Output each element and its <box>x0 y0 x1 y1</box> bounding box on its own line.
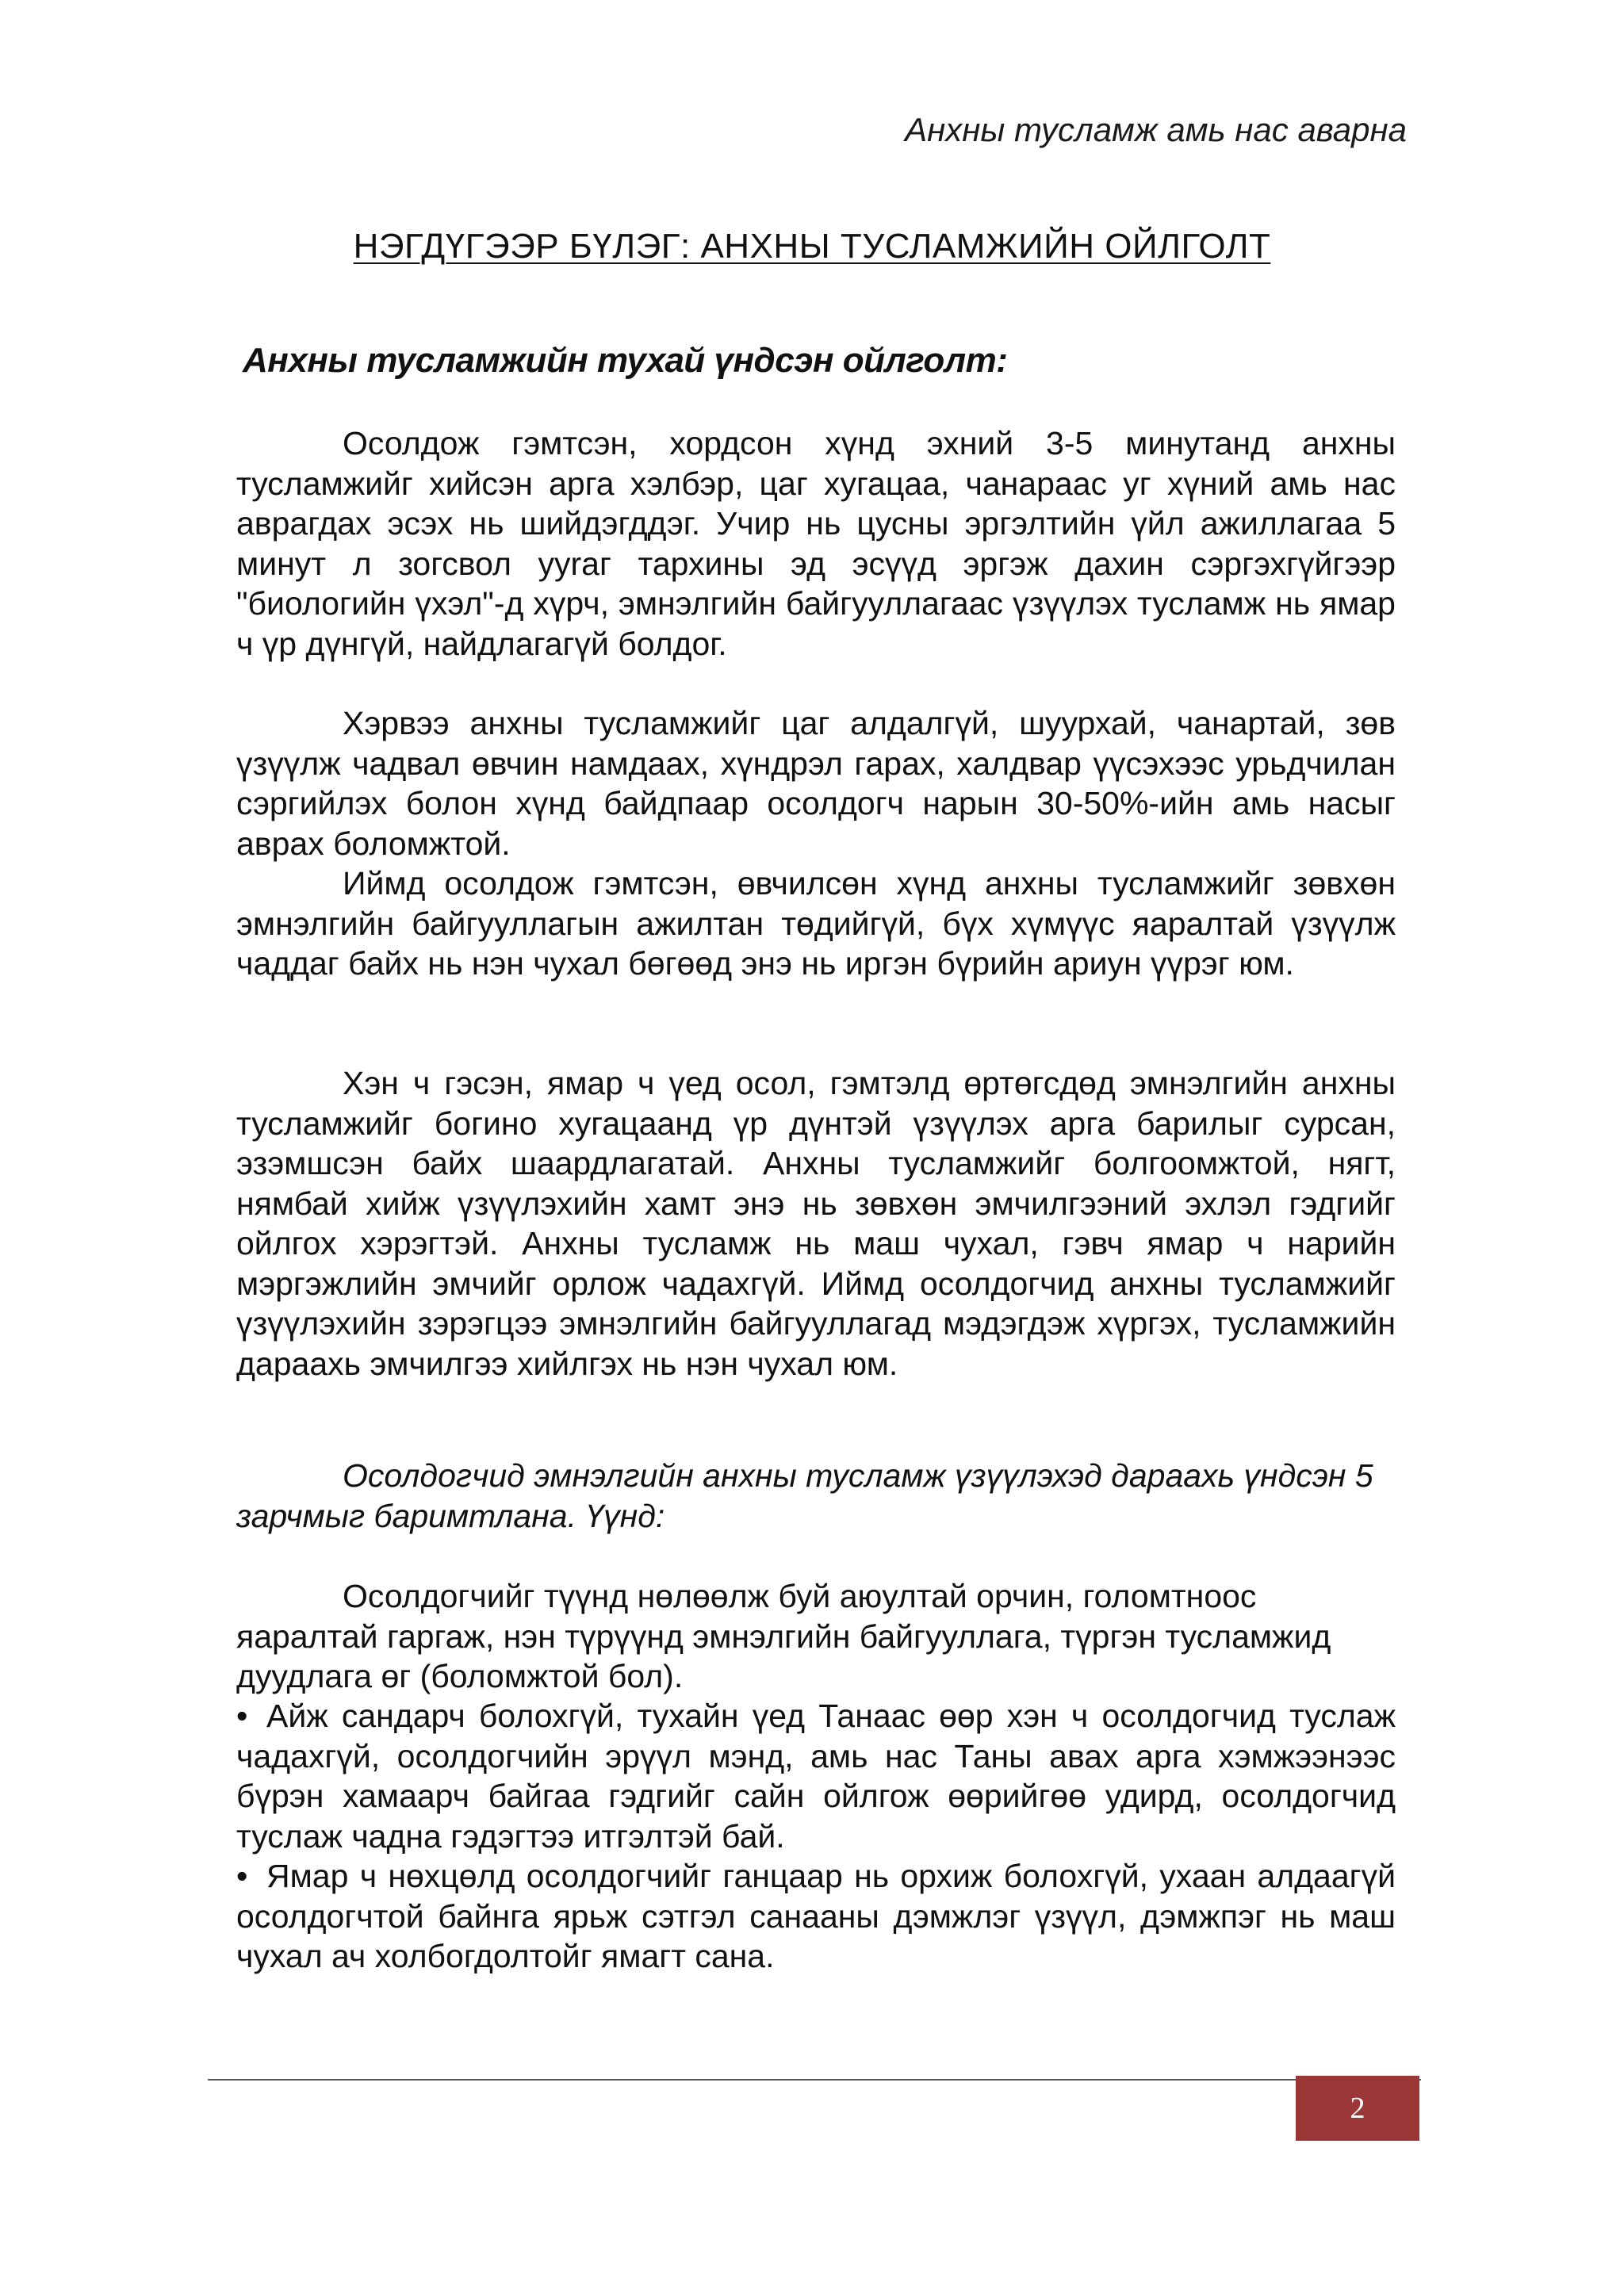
paragraph-everyone-duty: Иймд осолдож гэмтсэн, өвчилсөн хүнд анхны тусламжийг зөвхөн эмнэлгийн байгууллагын ажилтан төдийгүй, бүх хүмүүс яаралтай үзүүлж чаддаг байх нь нэн чухал бөгөөд энэ нь иргэн бүрийн ариун үүрэг юм. <box>236 865 1396 982</box>
list-item <box>236 1696 1396 1856</box>
footer-divider <box>208 2079 1421 2081</box>
paragraph-skills: Хэн ч гэсэн, ямар ч үед осол, гэмтэлд өртөгсдөд эмнэлгийн анхны тусламжийг богино хугацаанд үр дүнтэй үзүүлэх арга барилыг сурсан, эзэмшсэн байх шаардлагатай. Анхны тусламжийг болгоомжтой, нягт, нямбай хийж үзүүлэхийн хамт энэ нь зөвхөн эмчилгээний эхлэл гэдгийг ойлгох хэрэгтэй. Анхны тусламж нь маш чухал, гэвч ямар ч нарийн мэргэжлийн эмчийг орлож чадахгүй. Иймд осолдогчид анхны тусламжийг үзүүлэхийн зэрэгцээ эмнэлгийн байгууллагад мэдэгдэж хүргэх, тусламжийн дараахь эмчилгээ хийлгэх нь нэн чухал юм. <box>236 1065 1396 1382</box>
paragraph-principle-remove: Осолдогчийг түүнд нөлөөлж буй аюултай орчин, голомтноос яаралтай гаргаж, нэн түрүүнд эмнэлгийн байгууллага, түргэн тусламжид дуудлага өг (боломжтой бол). <box>236 1578 1331 1694</box>
paragraph-principles-intro: Осолдогчид эмнэлгийн анхны тусламж үзүүлэхэд дараахь үндсэн 5 зарчмыг баримтлана. Үүнд: <box>236 1457 1373 1534</box>
bullet-icon: • <box>236 1858 248 1894</box>
chapter-title: НЭГДҮГЭЭР БҮЛЭГ: АНХНЫ ТУСЛАМЖИЙН ОЙЛГОЛТ <box>353 227 1271 266</box>
section-heading: Анхны тусламжийн тухай үндсэн ойлголт: <box>243 341 1008 380</box>
paragraph-intro: Осолдож гэмтсэн, хордсон хүнд эхний 3-5 минутанд анхны тусламжийг хийсэн арга хэлбэр, цаг хугацаа, чанараас уг хүний амь нас аврагдах эсэх нь шийдэгддэг. Учир нь цусны эргэлтийн үйл ажиллагаа 5 минут л зогсвол ууraг тархины эд эсүүд эргэж дахин сэргэхгүйгээр "биологийн үхэл"-д хүрч, эмнэлгийн байгууллагаас үзүүлэх тусламж нь ямар ч үр дүнгүй, найдлагагүй болдог. <box>236 425 1396 662</box>
bullet-text: Ямар ч нөхцөлд осолдогчийг ганцаар нь орхиж болохгүй, ухаан алдаагүй осолдогчтой байнга ярьж сэтгэл санааны дэмжлэг үзүүл, дэмжпэг нь маш чухал ач холбогдолтойг ямагт сана. <box>236 1858 1396 1974</box>
running-header: Анхны тусламж амь нас аварна <box>905 111 1407 148</box>
page-number: 2 <box>1296 2076 1419 2141</box>
bullet-text: Айж сандарч болохгүй, тухайн үед Танаас өөр хэн ч осолдогчид туслаж чадахгүй, осолдогчийн эрүүл мэнд, амь нас Таны авах арга хэмжээнээс бүрэн хамаарч байгаа гэдгийг сайн ойлгож өөрийгөө удирд, осолдогчид туслаж чадна гэдэгтээ итгэлтэй бай. <box>236 1698 1396 1855</box>
list-item <box>236 1856 1396 1977</box>
paragraph-timely-aid: Хэрвээ анхны тусламжийг цаг алдалгүй, шуурхай, чанартай, зөв үзүүлж чадвал өвчин намдаах, хүндрэл гарах, халдвар үүсэхээс урьдчилан сэргийлэх болон хүнд байдпаар осолдогч нарын 30-50%-ийн амь насыг аврах боломжтой. <box>236 705 1396 862</box>
bullet-icon: • <box>236 1698 248 1734</box>
